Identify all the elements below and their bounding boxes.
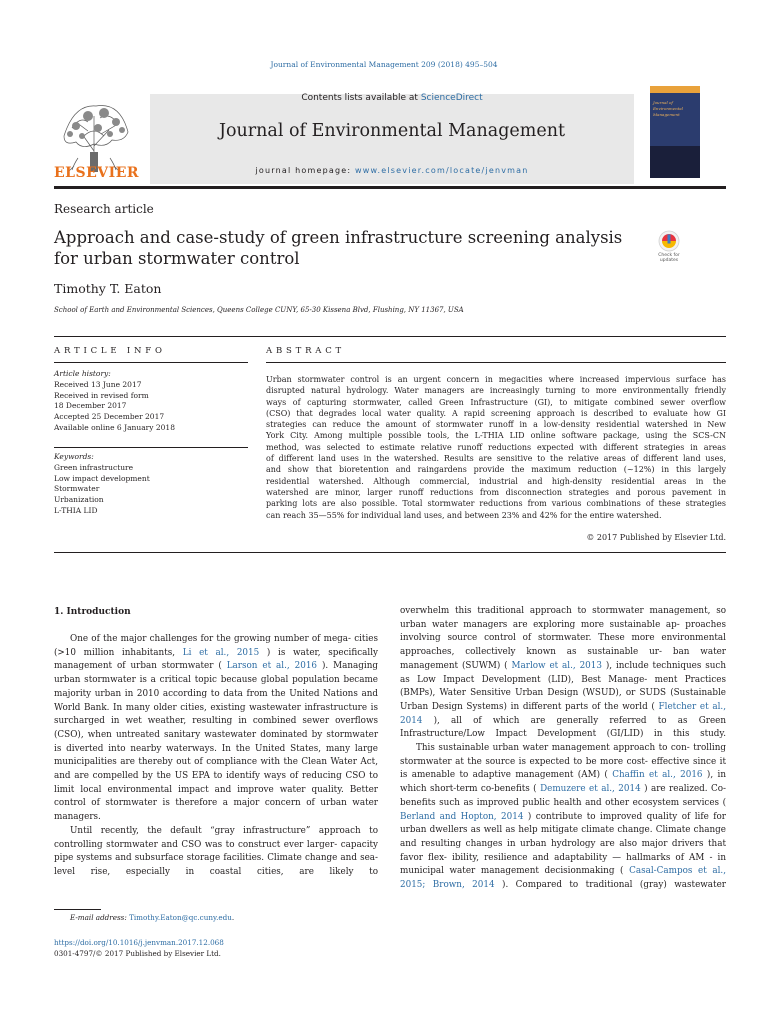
cover-text-line-3: Management (653, 112, 680, 117)
check-for-updates-badge[interactable] (652, 229, 686, 265)
abstract-line: Urban stormwater control is an urgent concern in megacities where increased impervious surface has (266, 375, 726, 384)
body-text: Green Infrastructure/Low Impact Development (GI/LID) in this (400, 715, 727, 740)
footnote-rule (54, 909, 101, 910)
body-text: compliance with the Clean Water Act, and are compelled by the US (54, 757, 378, 782)
body-text: world ( (622, 701, 655, 712)
body-paragraph (400, 605, 726, 742)
body-text: trolling stormwater at the source is expected to be more cost- (400, 743, 726, 767)
contents-prefix: Contents lists available at (301, 93, 421, 103)
keyword-item: L-THIA LID (54, 505, 98, 515)
body-text: ) is water, specifically (266, 647, 378, 658)
history-item: Received 13 June 2017 (54, 379, 142, 389)
citation-link[interactable]: Larson et al., 2016 (226, 661, 318, 672)
author-affiliation: School of Earth and Environmental Sciences, Queens College CUNY, 65-30 Kissena Blvd, Flushing, NY 11367, USA (54, 306, 464, 314)
body-text: therefore a major concern of urban water managers. (54, 798, 379, 823)
body-text: ban water management (SUWM) ( (400, 647, 727, 671)
keywords-label: Keywords: (54, 452, 94, 461)
affiliation-rule (54, 336, 726, 337)
footnote-label: E-mail address: (70, 913, 130, 922)
body-text: ), include (605, 660, 649, 671)
history-item: Available online 6 January 2018 (54, 422, 175, 432)
homepage-link[interactable]: www.elsevier.com/locate/jenvman (355, 166, 529, 175)
body-text: capacity pipe systems and subsurface storage facilities. Climate (54, 839, 379, 864)
history-item: 18 December 2017 (54, 401, 127, 411)
body-text: United States, many large municipalities are thereby out of (54, 743, 379, 768)
body-text: ) are realized. Co-benefits such as improved public (400, 784, 727, 808)
citation-link[interactable]: Li et al., 2015 (182, 647, 260, 658)
body-text: ). Compared to traditional (gray) wastewater (502, 880, 726, 891)
body-text: sewer overflows (CSO), when untreated sanitary wastewater (54, 716, 379, 740)
body-text: proaches involving source control of stormwater. These more (400, 619, 726, 644)
body-text: ibility, resilience and adaptability — hallmarks of AM - in municipal (400, 852, 727, 877)
abstract-line: (CSO) that degrades local water quality. A rapid screening approach is described to evaluate how GI (266, 408, 726, 418)
abstract-bottom-rule (54, 552, 726, 553)
abstract-line: strategies can reduce the amount of stormwater runoff in a low-density residential watershed in New (266, 420, 726, 430)
body-text: effective since it is amenable to adaptive management (AM) (400, 756, 727, 781)
abstract-line: watershed are minor, larger runoff reductions from disconnection strategies and porous pavement in (266, 487, 726, 497)
body-text: ). Managing (321, 661, 378, 672)
homepage-label: journal homepage: (255, 166, 356, 175)
abstract-line: method, was selected to estimate relative runoff reductions expected with different strategies in areas (266, 442, 726, 452)
body-text: Until recently, the default “gray infrastructure” approach to (70, 825, 378, 836)
body-text: controlling stormwater and CSO was to construct ever larger- (54, 839, 338, 850)
article-info-heading: ARTICLE INFO (54, 346, 166, 356)
sciencedirect-link[interactable]: ScienceDirect (420, 93, 483, 103)
body-text: study. (700, 729, 727, 740)
citation-link[interactable]: et al., 2014 (589, 784, 641, 795)
body-text: impact and improve water quality. Better control of stormwater is (54, 784, 378, 809)
abstract-heading: ABSTRACT (266, 346, 345, 356)
footnote-suffix: . (231, 913, 235, 922)
citation-link[interactable]: Berland and Hopton, 2014 (400, 811, 524, 822)
body-paragraph (54, 825, 378, 880)
citation-link[interactable]: Fletcher et al., 2014 (400, 701, 726, 726)
journal-homepage (150, 166, 634, 175)
abstract-text (266, 374, 726, 521)
citation-link[interactable]: Marlow et al., 2013 (511, 660, 602, 671)
article-type: Research article (54, 202, 154, 216)
updates-label-line-1: Check for (658, 253, 680, 258)
updates-label (652, 253, 686, 263)
body-text: ), all of which are generally referred to as (433, 715, 688, 726)
citation-link[interactable]: Chaffin et al., 2016 (612, 770, 703, 781)
keyword-item: Stormwater (54, 484, 100, 494)
article-info-rule (54, 362, 248, 363)
keywords-block (54, 452, 248, 517)
body-text: changes in urban hydrology are also major drivers that favor flex- (400, 838, 726, 863)
cover-text-line-1: Journal of (653, 100, 673, 105)
journal-cover-thumbnail[interactable] (650, 86, 700, 178)
abstract-copyright: © 2017 Published by Elsevier Ltd. (586, 533, 726, 542)
citation-link[interactable]: Casal-Campos et al., 2015; (400, 866, 726, 891)
cover-image (650, 146, 700, 178)
abstract-line: and show that bioretention and raingardens provide the maximum reduction (~12%) in this largely (266, 465, 726, 475)
updates-icon (652, 229, 686, 253)
journal-title: Journal of Environmental Management (218, 121, 566, 141)
abstract-line: York City. Among multiple possible tools, the L-THIA LID online software package, using the SCS-CN (266, 431, 726, 441)
body-text: This sustainable urban water management approach to con- (416, 743, 690, 754)
cover-top-bar (650, 86, 700, 93)
body-text: health and other ecosystem services ( (553, 797, 727, 808)
section-heading-introduction: 1. Introduction (54, 607, 131, 617)
citation-link[interactable]: Demuzere (540, 784, 586, 795)
abstract-line: ways of capturing stormwater, called Green Infrastructure (GI), to mitigate combined sewer overflow (266, 397, 726, 407)
article-title: Approach and case-study of green infrastructure screening analysis for urban stormwater control (54, 228, 623, 268)
right-column-body (400, 605, 726, 893)
body-text: environmental approaches, collectively known as sustainable ur- (400, 633, 726, 658)
body-text: Nations and World Bank. In many older cities, existing wastewater (54, 688, 378, 713)
body-text: overwhelm this traditional approach to stormwater management, (400, 606, 711, 616)
body-text: urban stormwater is a critical topic because global population (54, 675, 340, 686)
body-paragraph (54, 633, 378, 825)
history-label: Article history: (54, 369, 111, 378)
body-text: ment Practices (BMPs), Water Sensitive Urban Design (WSUD), or (400, 674, 726, 699)
abstract-line: can reach 35—55% for individual land uses, and between 23% and 42% for the entire watershed. (266, 510, 662, 520)
cover-text-line-2: Environmental (653, 106, 683, 111)
body-text: infrastructure is surcharged in wet weather, resulting in combined (54, 702, 378, 727)
body-text: management of urban stormwater ( (54, 661, 222, 672)
body-text: One of the major challenges for the growing number of mega- (70, 634, 351, 644)
body-text: cities (>10 million inhabitants, (54, 634, 378, 658)
author-email-footnote (70, 913, 234, 922)
history-item: Received in revised form (54, 390, 149, 400)
abstract-rule (266, 362, 726, 363)
body-text: EPA to identify ways of reducing CSO to limit local environmental (54, 771, 378, 795)
author-email-link[interactable]: Timothy.Eaton@qc.cuny.edu (129, 913, 232, 922)
keywords-rule (54, 447, 248, 448)
contents-line (150, 93, 634, 103)
body-text: so urban water managers are exploring more sustainable ap- (400, 606, 726, 630)
issn-copyright: 0301-4797/© 2017 Published by Elsevier Ltd. (54, 949, 221, 958)
abstract-line: residential watershed. Although commercial, industrial and high-density residential areas in the (266, 476, 726, 486)
keyword-item: Green infrastructure (54, 462, 134, 472)
body-text: change and sea-level rise, especially in coastal cities, are likely to (54, 853, 379, 877)
header-rule (54, 186, 726, 189)
updates-label-line-2: updates (659, 258, 679, 263)
body-paragraph (400, 742, 726, 893)
journal-citation[interactable]: Journal of Environmental Management 209 (2018) 495–504 (270, 60, 498, 69)
keyword-item: Low impact development (54, 473, 150, 483)
abstract-line: of different land uses in the watershed. Results are sensitive to the relative areas of different land uses, (266, 454, 726, 464)
keyword-item: Urbanization (54, 495, 104, 505)
author-name: Timothy T. Eaton (54, 281, 162, 296)
body-text: dominated by stormwater is diverted into nearby waterways. In the (54, 729, 379, 754)
abstract-line: parking lots are also possible. Total stormwater reductions from various combinations of these strategies (266, 499, 726, 509)
body-text: water management decisionmaking ( (449, 866, 624, 877)
body-text: help mitigate climate change. Climate change and resulting (400, 825, 726, 849)
doi-link[interactable]: https://doi.org/10.1016/j.jenvman.2017.12.068 (54, 938, 224, 947)
body-text: became majority urban in 2010 according to data from the United (54, 675, 379, 699)
publisher-name: ELSEVIER (54, 165, 140, 181)
body-text: contribute to improved quality of life for urban dwellers as well as (400, 811, 727, 836)
body-text: ( (604, 770, 608, 781)
body-text: SUDS (Sustainable Urban Design Systems) in different parts of the (400, 688, 727, 712)
left-column-body (54, 633, 378, 880)
citation-link[interactable]: Brown, 2014 (432, 880, 495, 891)
body-text: ) (527, 811, 532, 822)
article-history (54, 369, 248, 434)
body-text: ), in which short-term co-benefits ( (400, 770, 727, 795)
body-text: techniques such as Low Impact Development (LID), Best Manage- (400, 660, 727, 685)
history-item: Accepted 25 December 2017 (54, 412, 165, 422)
abstract-line: disrupted natural hydrology. Water managers are increasingly turning to more environmentally friendly (266, 386, 726, 396)
